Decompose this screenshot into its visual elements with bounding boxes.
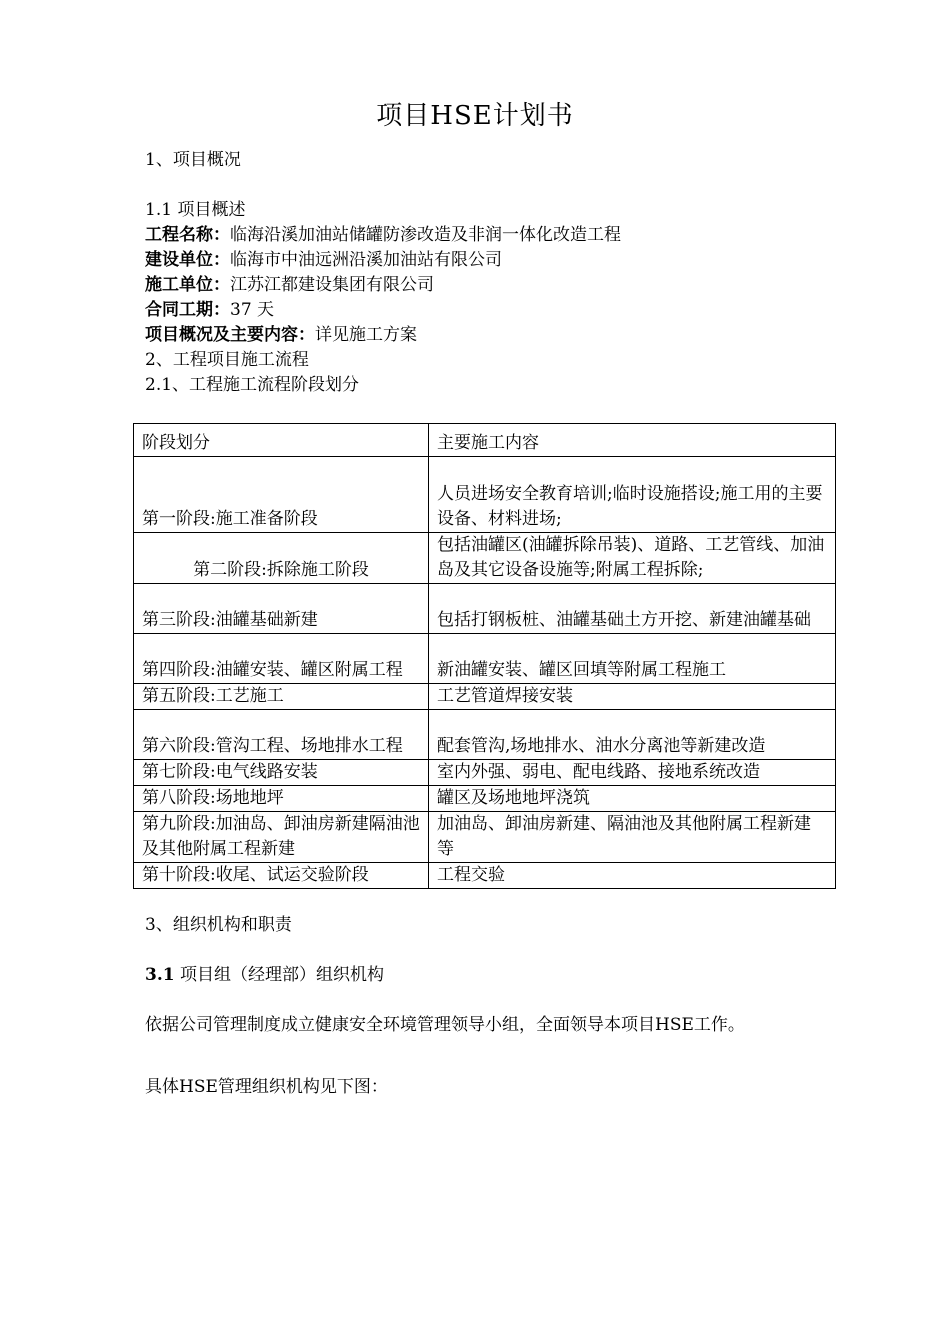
field-value: 37 天 (230, 300, 275, 320)
content-cell: 罐区及场地地坪浇筑 (429, 786, 836, 812)
stage-cell: 第十阶段:收尾、试运交验阶段 (134, 863, 429, 889)
field-duration (145, 298, 274, 322)
field-value: 临海市中油远洲沿溪加油站有限公司 (230, 250, 502, 270)
table-header-row (134, 424, 836, 457)
content-cell: 室内外强、弱电、配电线路、接地系统改造 (429, 760, 836, 786)
section3-subheading (145, 963, 384, 987)
field-label: 合同工期： (145, 300, 230, 320)
table-header-cell: 阶段划分 (134, 424, 429, 457)
org-paragraph: 依据公司管理制度成立健康安全环境管理领导小组，全面领导本项目HSE工作。 (145, 1015, 745, 1035)
field-owner (145, 248, 502, 272)
table-row (134, 634, 836, 684)
content-cell: 包括油罐区(油罐拆除吊装)、道路、工艺管线、加油岛及其它设备设施等;附属工程拆除; (429, 533, 836, 584)
subheading-text: 项目组（经理部）组织机构 (174, 965, 384, 985)
table-row (134, 584, 836, 634)
table-row (134, 533, 836, 584)
table-header-cell: 主要施工内容 (429, 424, 836, 457)
section2-heading: 2、工程项目施工流程 (145, 350, 309, 370)
table-row (134, 457, 836, 533)
stage-cell: 第五阶段:工艺施工 (134, 684, 429, 710)
content-cell: 配套管沟,场地排水、油水分离池等新建改造 (429, 710, 836, 760)
table-row (134, 760, 836, 786)
field-contractor (145, 273, 434, 297)
stage-cell: 第一阶段:施工准备阶段 (134, 457, 429, 533)
org-chart-caption: 具体HSE管理组织机构见下图： (145, 1077, 388, 1097)
page-title: 项目HSE计划书 (376, 101, 574, 131)
stage-table (133, 423, 836, 889)
field-value: 详见施工方案 (315, 325, 417, 345)
table-row (134, 684, 836, 710)
subheading-number: 3.1 (145, 965, 175, 985)
content-cell: 人员进场安全教育培训;临时设施搭设;施工用的主要设备、材料进场; (429, 457, 836, 533)
table-row (134, 786, 836, 812)
field-value: 临海沿溪加油站储罐防渗改造及非润一体化改造工程 (230, 225, 621, 245)
content-cell: 包括打钢板桩、油罐基础土方开挖、新建油罐基础 (429, 584, 836, 634)
content-cell: 工艺管道焊接安装 (429, 684, 836, 710)
table-row (134, 710, 836, 760)
field-label: 建设单位： (145, 250, 230, 270)
field-value: 江苏江都建设集团有限公司 (230, 275, 434, 295)
content-cell: 新油罐安装、罐区回填等附属工程施工 (429, 634, 836, 684)
table-row (134, 812, 836, 863)
table-row (134, 863, 836, 889)
section1-heading: 1、项目概况 (145, 150, 241, 170)
stage-cell: 第九阶段:加油岛、卸油房新建隔油池及其他附属工程新建 (134, 812, 429, 863)
stage-cell: 第七阶段:电气线路安装 (134, 760, 429, 786)
field-label: 施工单位： (145, 275, 230, 295)
field-project-name (145, 223, 621, 247)
section2-subheading: 2.1、工程施工流程阶段划分 (145, 375, 360, 395)
stage-cell: 第三阶段:油罐基础新建 (134, 584, 429, 634)
field-summary (145, 323, 417, 347)
stage-cell: 第二阶段:拆除施工阶段 (134, 533, 429, 584)
content-cell: 加油岛、卸油房新建、隔油池及其他附属工程新建等 (429, 812, 836, 863)
stage-cell: 第四阶段:油罐安装、罐区附属工程 (134, 634, 429, 684)
stage-cell: 第八阶段:场地地坪 (134, 786, 429, 812)
stage-cell: 第六阶段:管沟工程、场地排水工程 (134, 710, 429, 760)
section1-subheading: 1.1 项目概述 (145, 200, 246, 220)
content-cell: 工程交验 (429, 863, 836, 889)
field-label: 项目概况及主要内容： (145, 325, 315, 345)
section3-heading: 3、组织机构和职责 (145, 915, 292, 935)
field-label: 工程名称： (145, 225, 230, 245)
